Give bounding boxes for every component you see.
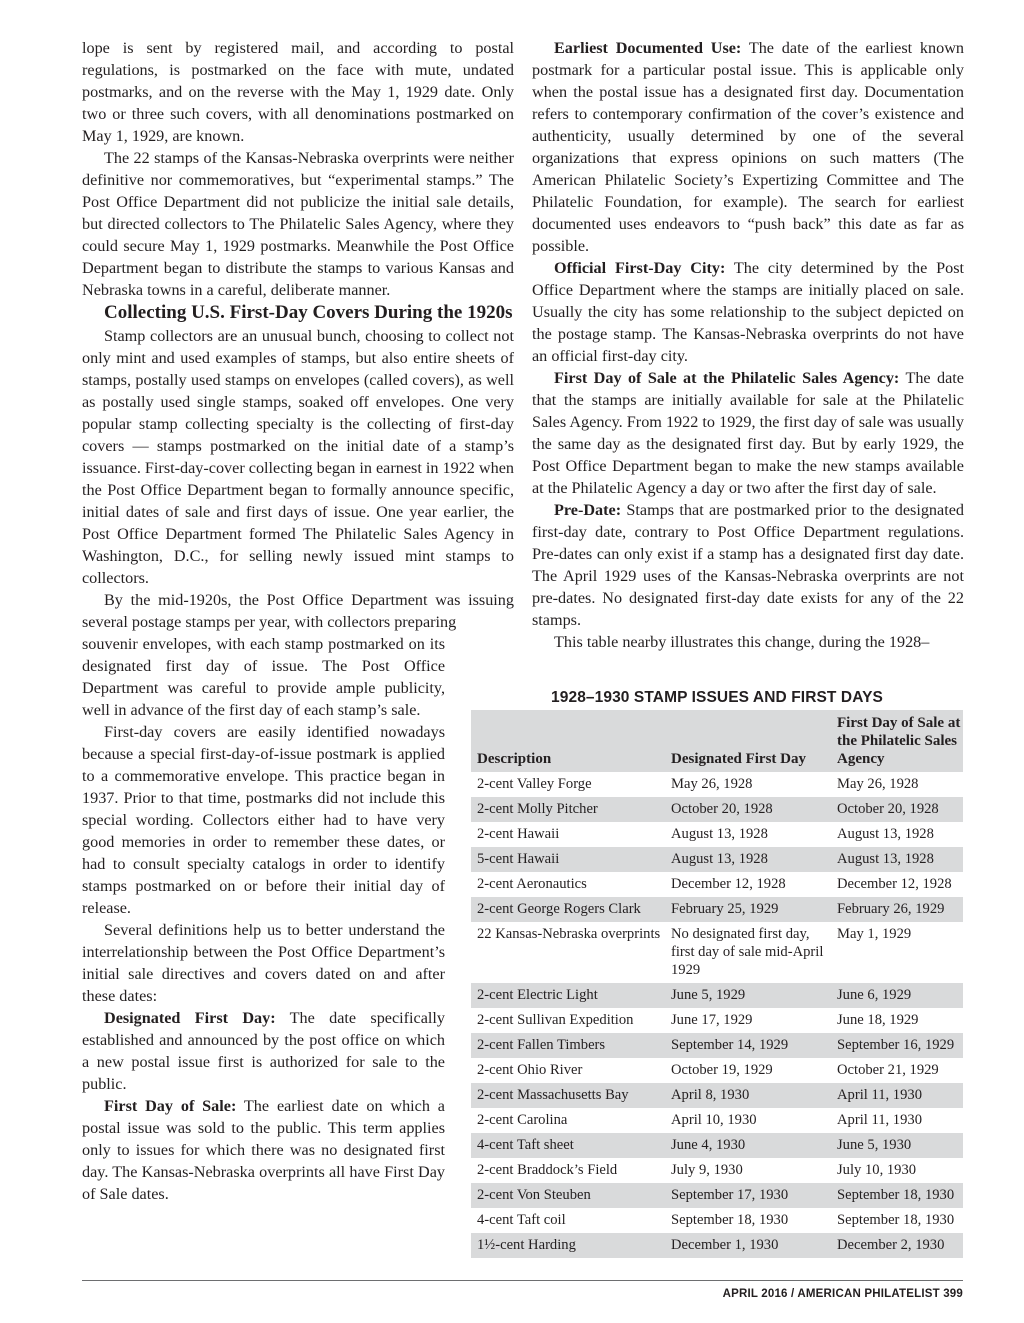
table-row <box>471 772 963 797</box>
table-row <box>471 1233 963 1258</box>
definition-term: Earliest Documented Use: <box>554 39 742 57</box>
cell-description: 2-cent Hawaii <box>477 826 560 842</box>
cell-designated-first-day: April 10, 1930 <box>671 1112 757 1128</box>
cell-philatelic-sale-day: August 13, 1928 <box>831 847 963 872</box>
cell-description: 2-cent Ohio River <box>477 1062 583 1078</box>
body-paragraph: This table nearby illustrates this change, during the 1928– <box>554 633 930 651</box>
section-heading: Collecting U.S. First-Day Covers During the 1920s <box>104 302 513 323</box>
cell-designated-first-day: September 14, 1929 <box>665 1033 831 1058</box>
table-row <box>471 983 963 1008</box>
table-row <box>471 797 963 822</box>
cell-designated-first-day: June 4, 1930 <box>665 1133 831 1158</box>
cell-description: 2-cent Aeronautics <box>477 876 587 892</box>
cell-designated-first-day: October 19, 1929 <box>671 1062 773 1078</box>
definition-pre-date <box>532 499 964 631</box>
cell-description: 2-cent Molly Pitcher <box>471 797 665 822</box>
cell-philatelic-sale-day: May 1, 1929 <box>837 926 912 942</box>
cell-description: 2-cent Von Steuben <box>471 1183 665 1208</box>
cell-designated-first-day: June 17, 1929 <box>671 1012 753 1028</box>
definition-text: Stamps that are postmarked prior to the designated first-day date, contrary to Post Office Department regulations. Pre-dates can only exist if a stamp has a designated first day date. The April 1929 uses of the Kansas-Nebraska overprints are not pre-dates. No designated first-day date exists for any of the 22 stamps. <box>532 501 964 629</box>
table-row <box>471 1133 963 1158</box>
table-row <box>471 1208 963 1233</box>
table-row <box>471 822 963 847</box>
cell-description: 1½-cent Harding <box>471 1233 665 1258</box>
footer-rule <box>82 1280 963 1281</box>
cell-designated-first-day: August 13, 1928 <box>665 847 831 872</box>
cell-philatelic-sale-day: September 18, 1930 <box>837 1212 955 1228</box>
definition-term: Pre-Date: <box>554 501 622 519</box>
cell-designated-first-day: September 17, 1930 <box>665 1183 831 1208</box>
header-philatelic-sale-day: First Day of Sale at the Philatelic Sales Agency <box>831 710 963 772</box>
cell-description: 5-cent Hawaii <box>471 847 665 872</box>
body-paragraph: Stamp collectors are an unusual bunch, choosing to collect not only mint and used examples of stamps, but also entire sheets of stamps, postally used stamps on envelopes (called covers), as well as postally used single stamps, soaked off envelopes. One very popular stamp collecting specialty is the collecting of first-day covers — stamps postmarked on the initial date of a stamp’s issuance. First-day-cover collecting began in earnest in 1922 when the Post Office Department began to formally announce specific, initial dates of sale and first days of issue. One year earlier, the Post Office Department formed The Philatelic Sales Agency in Washington, D.C., for selling newly issued mint stamps to collectors. <box>82 327 514 587</box>
page-footer: APRIL 2016 / AMERICAN PHILATELIST 399 <box>722 1288 963 1300</box>
header-description: Description <box>471 710 665 772</box>
definition-term: Official First-Day City: <box>554 259 726 277</box>
cell-description: 2-cent Valley Forge <box>477 776 592 792</box>
cell-philatelic-sale-day: July 10, 1930 <box>837 1162 917 1178</box>
cell-philatelic-sale-day: December 2, 1930 <box>831 1233 963 1258</box>
cell-description: 4-cent Taft sheet <box>471 1133 665 1158</box>
header-designated-first-day: Designated First Day <box>665 710 831 772</box>
cell-philatelic-sale-day: April 11, 1930 <box>837 1112 922 1128</box>
stamp-issues-table <box>471 710 963 1258</box>
table-row <box>471 1083 963 1108</box>
body-paragraph: souvenir envelopes, with each stamp postmarked on its designated first day of issue. The Post Office Department was careful to provide ample publicity, well in advance of the first day of each stamp’s sale. <box>82 635 445 719</box>
cell-designated-first-day: February 25, 1929 <box>665 897 831 922</box>
cell-philatelic-sale-day: June 5, 1930 <box>831 1133 963 1158</box>
cell-philatelic-sale-day: December 12, 1928 <box>837 876 952 892</box>
table-row <box>471 1183 963 1208</box>
table-row <box>471 1033 963 1058</box>
cell-description: 2-cent George Rogers Clark <box>471 897 665 922</box>
cell-designated-first-day: August 13, 1928 <box>671 826 768 842</box>
stamp-issues-table-block <box>471 686 963 1258</box>
definition-text: The date specifically established and announced by the post office on which a new postal issue first is authorized for sale to the public. <box>82 1009 445 1093</box>
cell-philatelic-sale-day: May 26, 1928 <box>837 776 919 792</box>
definition-term: Designated First Day: <box>104 1009 276 1027</box>
cell-description: 2-cent Sullivan Expedition <box>477 1012 634 1028</box>
definition-term: First Day of Sale: <box>104 1097 237 1115</box>
definition-philatelic-agency-sale <box>532 367 964 499</box>
table-row <box>471 922 963 983</box>
left-column <box>82 37 514 1205</box>
cell-philatelic-sale-day: September 16, 1929 <box>831 1033 963 1058</box>
cell-philatelic-sale-day: June 6, 1929 <box>831 983 963 1008</box>
cell-designated-first-day: July 9, 1930 <box>671 1162 743 1178</box>
right-column <box>532 37 964 653</box>
cell-philatelic-sale-day: September 18, 1930 <box>831 1183 963 1208</box>
definition-term: First Day of Sale at the Philatelic Sales Agency: <box>554 369 900 387</box>
definition-text: The earliest date on which a postal issue was sold to the public. This term applies only to issues for which there was no designated first day. The Kansas-Nebraska overprints all have First Day of Sale dates. <box>82 1097 445 1203</box>
definition-earliest-documented-use <box>532 37 964 257</box>
definition-official-first-day-city <box>532 257 964 367</box>
table-row <box>471 1158 963 1183</box>
cell-philatelic-sale-day: February 26, 1929 <box>831 897 963 922</box>
cell-designated-first-day: December 12, 1928 <box>671 876 786 892</box>
cell-designated-first-day: April 8, 1930 <box>665 1083 831 1108</box>
body-paragraph: First-day covers are easily identified nowadays because a special first-day-of-issue postmark is applied to a commemorative envelope. This practice began in 1937. Prior to that time, postmarks did not include this special wording. Collectors either had to have very good memories in order to remember these dates, or had to consult specialty catalogs in order to identify stamps postmarked on or before their initial day of release. <box>82 723 445 917</box>
cell-designated-first-day: No designated first day, first day of sale mid-April 1929 <box>671 926 824 978</box>
definition-text: The date that the stamps are initially available for sale at the Philatelic Sales Agency. From 1922 to 1929, the first day of sale was usually the same day as the designated first day. But by early 1929, the Post Office Department began to make the new stamps available at the Philatelic Agency a day or two after the first day of sale. <box>532 369 964 497</box>
cell-description: 2-cent Fallen Timbers <box>471 1033 665 1058</box>
cell-description: 22 Kansas-Nebraska overprints <box>477 926 661 942</box>
table-row <box>471 897 963 922</box>
definition-designated-first-day <box>82 1007 445 1095</box>
cell-description: 2-cent Massachusetts Bay <box>471 1083 665 1108</box>
cell-designated-first-day: June 5, 1929 <box>665 983 831 1008</box>
cell-description: 2-cent Carolina <box>477 1112 568 1128</box>
cell-description: 4-cent Taft coil <box>477 1212 566 1228</box>
cell-philatelic-sale-day: June 18, 1929 <box>837 1012 919 1028</box>
table-header-row <box>471 710 963 772</box>
cell-description: 2-cent Electric Light <box>471 983 665 1008</box>
cell-philatelic-sale-day: October 20, 1928 <box>831 797 963 822</box>
narrow-text-block <box>82 633 445 1205</box>
cell-philatelic-sale-day: August 13, 1928 <box>837 826 934 842</box>
table-row <box>471 1058 963 1083</box>
table-title: 1928–1930 STAMP ISSUES AND FIRST DAYS <box>551 689 883 706</box>
cell-designated-first-day: September 18, 1930 <box>671 1212 789 1228</box>
table-row <box>471 1008 963 1033</box>
cell-philatelic-sale-day: October 21, 1929 <box>837 1062 939 1078</box>
body-paragraph: The 22 stamps of the Kansas-Nebraska overprints were neither definitive nor commemoratives, but “experimental stamps.” The Post Office Department did not publicize the initial sale details, but directed collectors to The Philatelic Sales Agency, where they could secure May 1, 1929 postmarks. Meanwhile the Post Office Department began to distribute the stamps to various Kansas and Nebraska towns in a careful, deliberate manner. <box>82 149 514 299</box>
definition-text: The city determined by the Post Office Department where the stamps are initially placed on sale. Usually the city has some relationship to the subject depicted on the postage stamp. The Kansas-Nebraska overprints do not have an official first-day city. <box>532 259 964 365</box>
cell-designated-first-day: October 20, 1928 <box>665 797 831 822</box>
body-paragraph: Several definitions help us to better understand the interrelationship between the Post Office Department’s initial sale directives and covers dated on and after these dates: <box>82 921 445 1005</box>
table-row <box>471 872 963 897</box>
definition-text: The date of the earliest known postmark for a particular postal issue. This is applicable only when the postal issue has a designated first day. Documentation refers to contemporary confirmation of the cover’s existence and authenticity, usually determined by one of the several organizations that express opinions on such matters (The American Philatelic Society’s Expertizing Committee and The Philatelic Foundation, for example). The search for earliest documented uses endeavors to “push back” this date as far as possible. <box>532 39 964 255</box>
cell-designated-first-day: May 26, 1928 <box>671 776 753 792</box>
body-paragraph: By the mid-1920s, the Post Office Department was issuing several postage stamps per year, with collectors preparing <box>82 591 514 631</box>
cell-designated-first-day: December 1, 1930 <box>665 1233 831 1258</box>
table-row <box>471 847 963 872</box>
definition-first-day-of-sale <box>82 1095 445 1205</box>
cell-philatelic-sale-day: April 11, 1930 <box>831 1083 963 1108</box>
body-paragraph: lope is sent by registered mail, and according to postal regulations, is postmarked on the face with mute, undated postmarks, and on the reverse with the May 1, 1929 date. Only two or three such covers, with all denominations postmarked on May 1, 1929, are known. <box>82 39 514 145</box>
table-row <box>471 1108 963 1133</box>
cell-description: 2-cent Braddock’s Field <box>477 1162 618 1178</box>
